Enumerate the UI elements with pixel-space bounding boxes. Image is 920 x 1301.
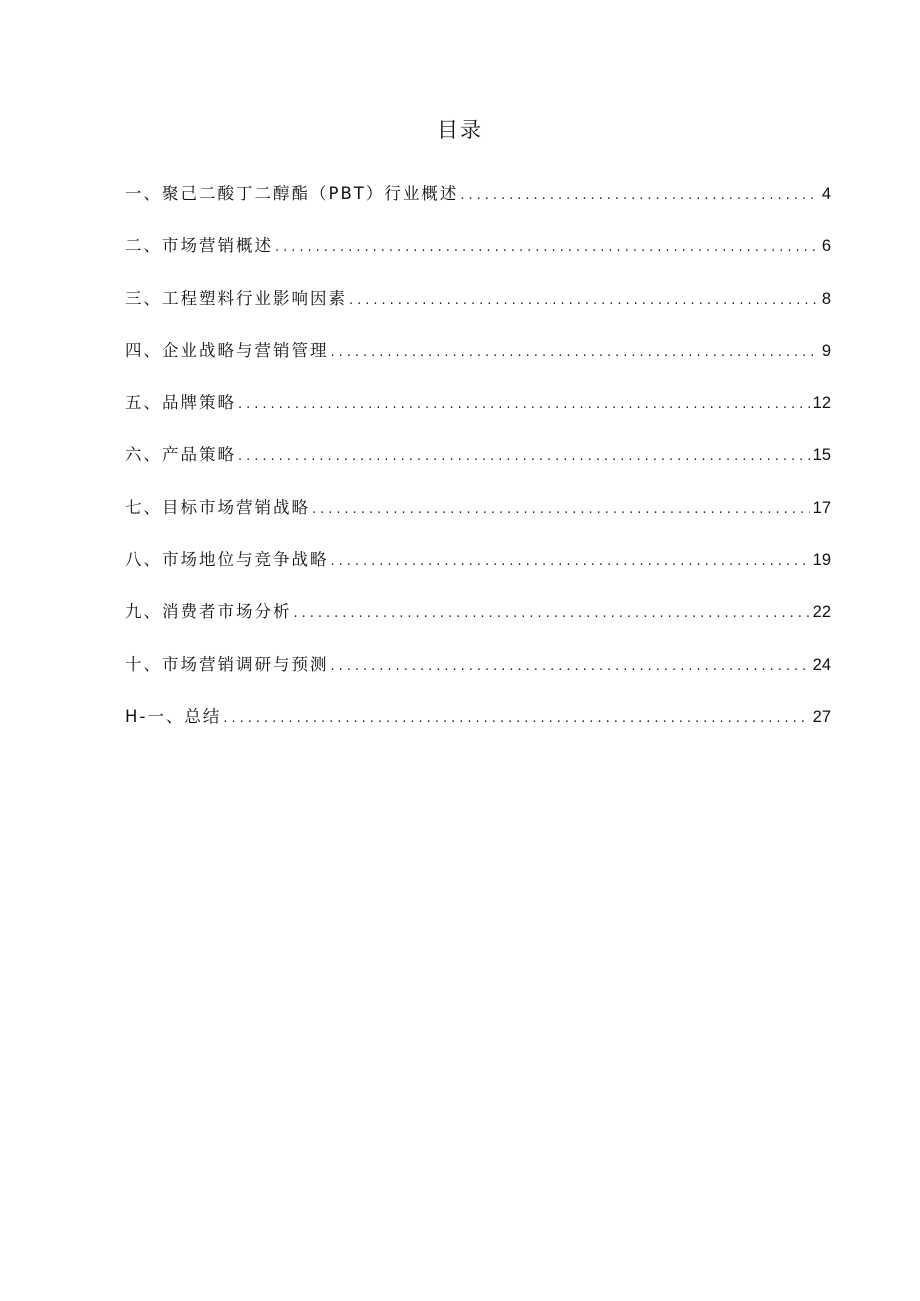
- toc-page-number: 15: [812, 446, 831, 465]
- toc-title: 目录: [437, 118, 483, 142]
- toc-entry-label: 七、目标市场营销战略: [125, 497, 310, 517]
- toc-dot-leader: [238, 449, 810, 464]
- toc-entry-label: 三、工程塑料行业影响因素: [125, 288, 347, 308]
- toc-entry[interactable]: [125, 651, 831, 703]
- toc-entry[interactable]: [125, 598, 831, 650]
- toc-entry[interactable]: [125, 285, 831, 337]
- toc-entry[interactable]: [125, 703, 831, 755]
- toc-entry-label: 一、聚己二酸丁二醇酯（PBT）行业概述: [125, 184, 459, 203]
- toc-entry-label: 二、市场营销概述: [125, 236, 273, 256]
- toc-entry[interactable]: [125, 494, 831, 546]
- toc-dot-leader: [331, 345, 819, 360]
- toc-page-number: 6: [821, 237, 831, 256]
- toc-dot-leader: [331, 554, 810, 569]
- toc-page-number: 12: [812, 394, 831, 413]
- toc-page-number: 8: [821, 289, 831, 308]
- toc-dot-leader: [238, 397, 810, 412]
- toc-dot-leader: [331, 659, 810, 674]
- toc-page-number: 24: [812, 655, 831, 674]
- toc-entry-label: H-一、总结: [125, 706, 222, 726]
- toc-entry-label: 四、企业战略与营销管理: [125, 340, 329, 360]
- toc-entry[interactable]: [125, 546, 831, 598]
- toc-page-number: 19: [812, 551, 831, 570]
- toc-entry[interactable]: [125, 337, 831, 389]
- toc-dot-leader: [349, 293, 819, 308]
- toc-entry[interactable]: [125, 441, 831, 493]
- toc-entry-label: 六、产品策略: [125, 445, 236, 465]
- toc-entry-label: 九、消费者市场分析: [125, 602, 292, 622]
- toc-page-number: 4: [821, 185, 831, 203]
- toc-page-number: 17: [812, 498, 831, 517]
- toc-dot-leader: [294, 606, 810, 621]
- toc-entry[interactable]: [125, 389, 831, 441]
- toc-dot-leader: [275, 240, 819, 255]
- toc-page-number: 22: [812, 603, 831, 622]
- toc-entry[interactable]: [125, 180, 831, 232]
- toc-page-number: 9: [821, 341, 831, 360]
- toc-dot-leader: [312, 502, 810, 517]
- toc-page-number: 27: [812, 707, 831, 726]
- toc-entry-label: 八、市场地位与竞争战略: [125, 550, 329, 570]
- toc-entry[interactable]: [125, 232, 831, 284]
- toc-entry-label: 十、市场营销调研与预测: [125, 654, 329, 674]
- toc-dot-leader: [460, 188, 818, 203]
- toc-list: [125, 180, 831, 755]
- toc-dot-leader: [223, 711, 809, 726]
- toc-entry-label: 五、品牌策略: [125, 393, 236, 413]
